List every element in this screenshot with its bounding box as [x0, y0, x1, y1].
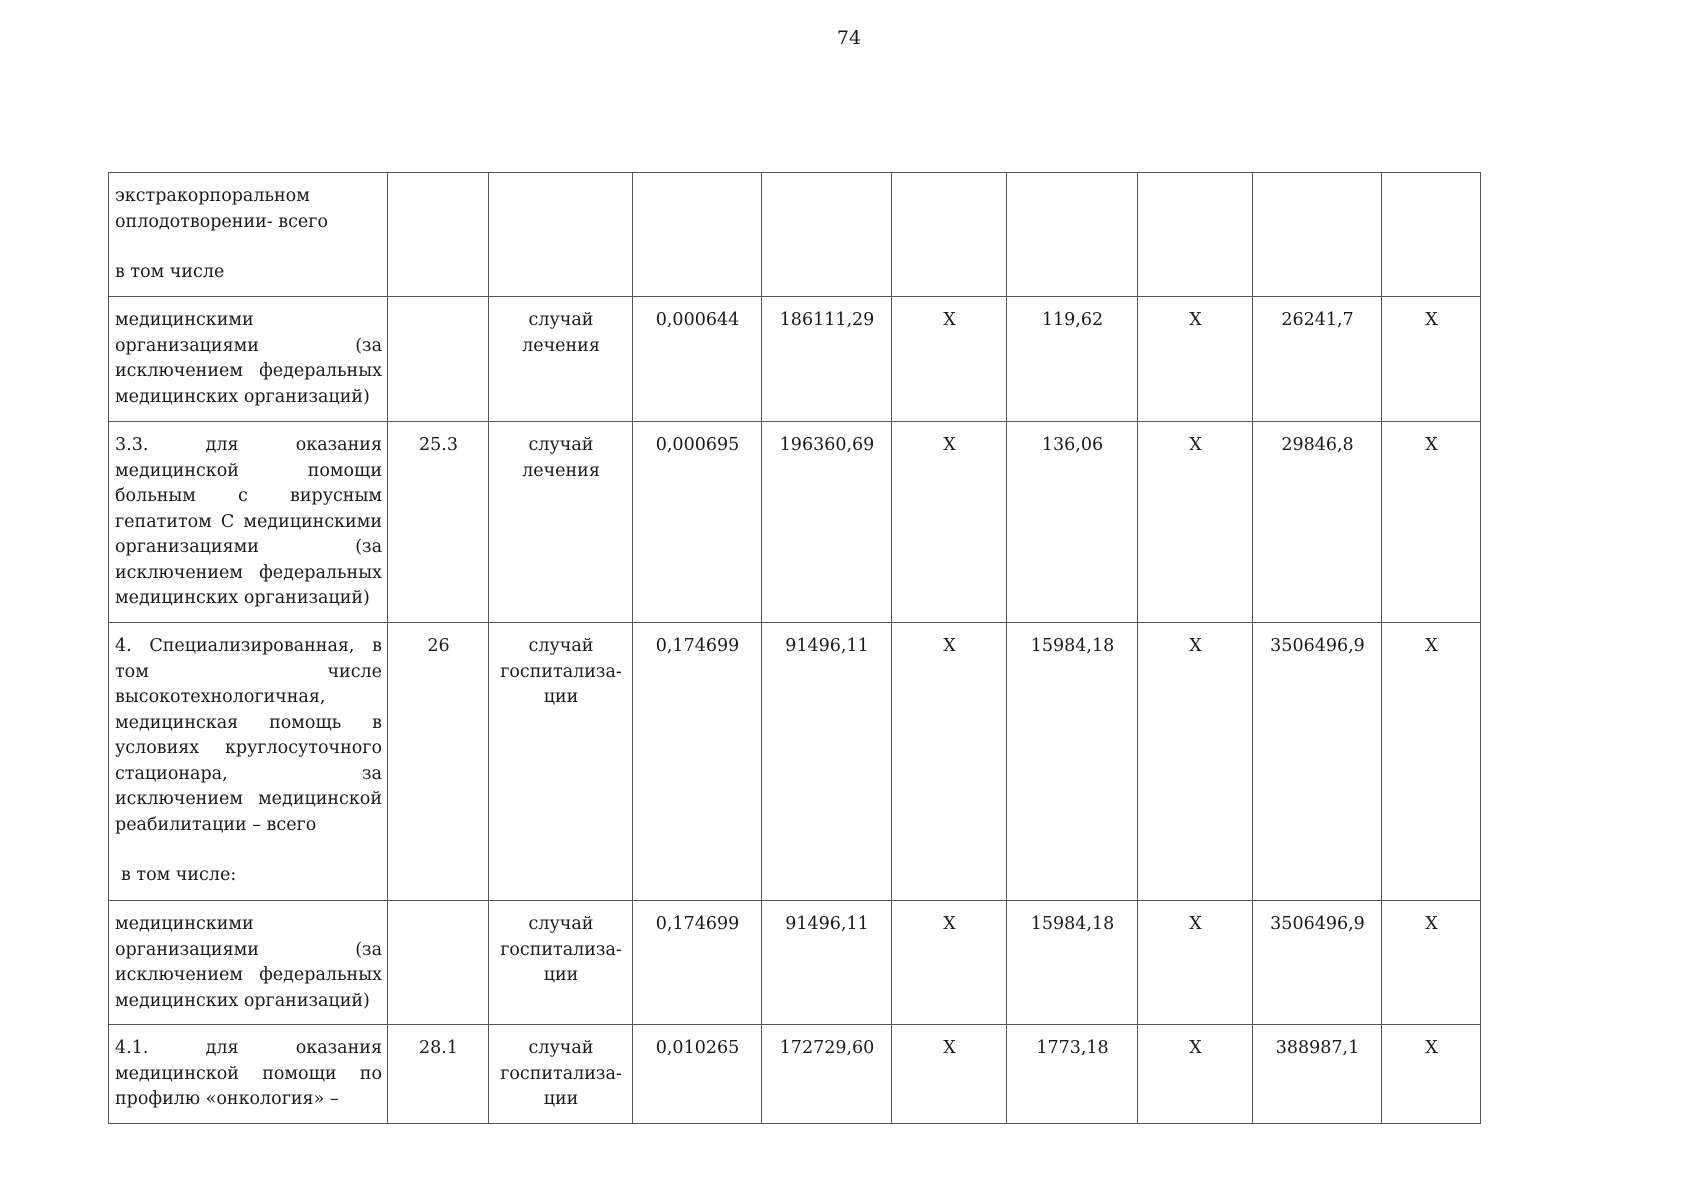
- cell-per-capita: [1007, 173, 1138, 297]
- cell-col10: Х: [1382, 901, 1481, 1025]
- description-subtext: в том числе:: [121, 865, 237, 885]
- description-text: 4. Специализированная, в том числе высокотехнологичная, медицинская помощь в условиях круглосуточного стационара, за исключением медицинской реабилитации – всего: [115, 636, 382, 835]
- cell-col8: Х: [1138, 297, 1253, 422]
- cell-cost-norm: 91496,11: [762, 901, 892, 1025]
- cell-row-code: 28.1: [388, 1025, 489, 1124]
- cell-volume-norm: 0,000695: [633, 422, 762, 623]
- unit-line: случай: [528, 1038, 594, 1058]
- cell-cost-norm: 186111,29: [762, 297, 892, 422]
- unit-line: случай: [528, 310, 594, 330]
- cell-col10: Х: [1382, 422, 1481, 623]
- cell-unit: [489, 173, 633, 297]
- cell-volume-norm: 0,010265: [633, 1025, 762, 1124]
- unit-line: лечения: [522, 460, 600, 481]
- cell-col6: Х: [892, 901, 1007, 1025]
- cell-col6: [892, 173, 1007, 297]
- cell-col8: Х: [1138, 623, 1253, 901]
- cell-description: [109, 1025, 388, 1124]
- cell-cost-norm: 196360,69: [762, 422, 892, 623]
- cell-per-capita: 15984,18: [1007, 623, 1138, 901]
- cell-total: 29846,8: [1253, 422, 1382, 623]
- cell-col6: Х: [892, 297, 1007, 422]
- description-text: медицинскими организациями (за исключением федеральных медицинских организаций): [115, 310, 382, 407]
- table-row: [109, 623, 1481, 901]
- table-row: [109, 1025, 1481, 1124]
- cell-cost-norm: [762, 173, 892, 297]
- table-body: [109, 173, 1481, 1124]
- unit-line: лечения: [522, 335, 600, 356]
- cell-row-code: 26: [388, 623, 489, 901]
- cell-row-code: [388, 297, 489, 422]
- unit-line: госпитализа-: [500, 939, 622, 960]
- cell-col6: Х: [892, 1025, 1007, 1124]
- cell-col8: Х: [1138, 901, 1253, 1025]
- table-row: [109, 901, 1481, 1025]
- cell-description: [109, 422, 388, 623]
- cell-per-capita: 1773,18: [1007, 1025, 1138, 1124]
- cell-col6: Х: [892, 422, 1007, 623]
- cell-volume-norm: [633, 173, 762, 297]
- table-row: [109, 422, 1481, 623]
- cell-col10: Х: [1382, 1025, 1481, 1124]
- unit-line: ции: [543, 1089, 579, 1109]
- cell-col6: Х: [892, 623, 1007, 901]
- cell-volume-norm: 0,000644: [633, 297, 762, 422]
- cell-unit: [489, 297, 633, 422]
- cell-unit: [489, 901, 633, 1025]
- cell-total: 3506496,9: [1253, 901, 1382, 1025]
- cell-total: 388987,1: [1253, 1025, 1382, 1124]
- cell-col8: Х: [1138, 1025, 1253, 1124]
- description-text: медицинскими организациями (за исключением федеральных медицинских организаций): [115, 914, 382, 1011]
- cell-row-code: [388, 901, 489, 1025]
- page-number: 74: [836, 27, 862, 49]
- cell-volume-norm: 0,174699: [633, 623, 762, 901]
- cell-per-capita: 136,06: [1007, 422, 1138, 623]
- unit-line: ции: [543, 687, 579, 707]
- description-text: экстракорпоральном оплодотворении- всего: [115, 186, 328, 232]
- unit-line: госпитализа-: [500, 1063, 622, 1084]
- cell-col10: [1382, 173, 1481, 297]
- cell-row-code: 25.3: [388, 422, 489, 623]
- cell-row-code: [388, 173, 489, 297]
- cell-description: [109, 297, 388, 422]
- cell-unit: [489, 1025, 633, 1124]
- cell-description: [109, 901, 388, 1025]
- description-subtext: в том числе: [115, 262, 225, 282]
- table-row: [109, 297, 1481, 422]
- unit-line: случай: [528, 435, 594, 455]
- cell-cost-norm: 172729,60: [762, 1025, 892, 1124]
- unit-line: госпитализа-: [500, 661, 622, 682]
- cell-col10: Х: [1382, 623, 1481, 901]
- cell-description: [109, 623, 388, 901]
- cell-col10: Х: [1382, 297, 1481, 422]
- description-text: 4.1. для оказания медицинской помощи по профилю «онкология» –: [115, 1038, 382, 1109]
- cell-col8: [1138, 173, 1253, 297]
- cell-unit: [489, 623, 633, 901]
- cell-total: [1253, 173, 1382, 297]
- cell-per-capita: 15984,18: [1007, 901, 1138, 1025]
- cell-cost-norm: 91496,11: [762, 623, 892, 901]
- table-row: [109, 173, 1481, 297]
- cell-col8: Х: [1138, 422, 1253, 623]
- description-text: 3.3. для оказания медицинской помощи больным с вирусным гепатитом С медицинскими организациями (за исключением федеральных медицинских организаций): [115, 435, 382, 608]
- cell-total: 3506496,9: [1253, 623, 1382, 901]
- cell-description: [109, 173, 388, 297]
- rates-table: [108, 172, 1481, 1124]
- cell-per-capita: 119,62: [1007, 297, 1138, 422]
- unit-line: случай: [528, 914, 594, 934]
- unit-line: случай: [528, 636, 594, 656]
- cell-volume-norm: 0,174699: [633, 901, 762, 1025]
- cell-total: 26241,7: [1253, 297, 1382, 422]
- unit-line: ции: [543, 965, 579, 985]
- cell-unit: [489, 422, 633, 623]
